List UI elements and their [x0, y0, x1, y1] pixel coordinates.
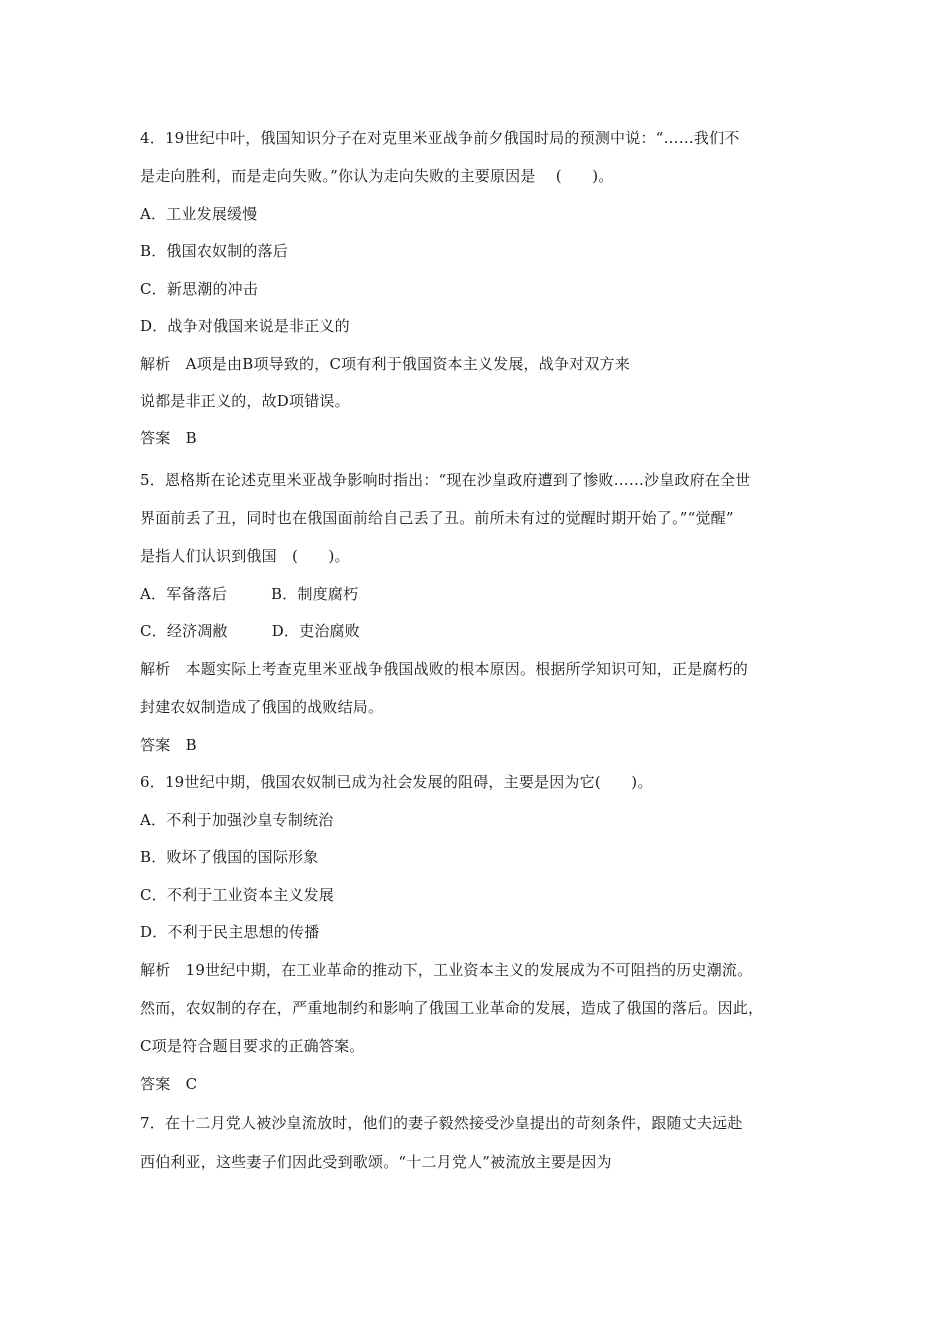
q5-option-a: A．军备落后 [140, 585, 228, 603]
q6-option-c: C．不利于工业资本主义发展 [140, 886, 335, 904]
q6-option-b: B．败坏了俄国的国际形象 [140, 848, 319, 866]
q6-analysis-line-1: 解析 19世纪中期，在工业革命的推动下，工业资本主义的发展成为不可阻挡的历史潮流。 [140, 961, 753, 979]
q7-stem-line-2: 西伯利亚，这些妻子们因此受到歌颂。“十二月党人”被流放主要是因为 [140, 1153, 612, 1171]
q4-stem-line-1: 4．19世纪中叶，俄国知识分子在对克里米亚战争前夕俄国时局的预测中说：“……我们不 [140, 129, 740, 147]
q5-option-d: D．吏治腐败 [271, 622, 360, 640]
q6-answer: 答案 C [140, 1075, 198, 1093]
q4-option-c: C．新思潮的冲击 [140, 280, 259, 298]
q6-analysis-line-3: C项是符合题目要求的正确答案。 [140, 1037, 365, 1055]
q4-option-b: B．俄国农奴制的落后 [140, 242, 289, 260]
q4-option-d: D．战争对俄国来说是非正义的 [140, 317, 350, 335]
q5-analysis-line-1: 解析 本题实际上考查克里米亚战争俄国战败的根本原因。根据所学知识可知，正是腐朽的 [140, 660, 749, 678]
q5-analysis-line-2: 封建农奴制造成了俄国的战败结局。 [140, 698, 384, 716]
q6-stem-line-1: 6．19世纪中期，俄国农奴制已成为社会发展的阻碍，主要是因为它( )。 [140, 773, 653, 791]
q6-analysis-line-2: 然而，农奴制的存在，严重地制约和影响了俄国工业革命的发展，造成了俄国的落后。因此， [140, 999, 764, 1017]
q4-analysis-line-2: 说都是非正义的，故D项错误。 [140, 392, 350, 410]
q5-option-row-2 [140, 621, 360, 641]
q5-stem-line-2: 界面前丢了丑，同时也在俄国面前给自己丢了丑。前所未有过的觉醒时期开始了。”“觉醒” [140, 509, 734, 527]
q6-option-a: A．不利于加强沙皇专制统治 [140, 811, 334, 829]
q4-option-a: A．工业发展缓慢 [140, 205, 258, 223]
q5-option-c: C．经济凋敝 [140, 622, 228, 640]
q4-answer: 答案 B [140, 429, 197, 447]
q4-stem-line-2: 是走向胜利，而是走向失败。”你认为走向失败的主要原因是 ( )。 [140, 167, 614, 185]
q5-option-b: B．制度腐朽 [271, 585, 359, 603]
q5-stem-line-1: 5．恩格斯在论述克里米亚战争影响时指出：“现在沙皇政府遭到了惨败……沙皇政府在全世 [140, 471, 751, 489]
q5-stem-line-3: 是指人们认识到俄国 ( )。 [140, 547, 350, 565]
q6-option-d: D．不利于民主思想的传播 [140, 923, 320, 941]
q7-stem-line-1: 7．在十二月党人被沙皇流放时，他们的妻子毅然接受沙皇提出的苛刻条件，跟随丈夫远赴 [140, 1114, 743, 1132]
q5-option-row-1 [140, 584, 358, 604]
q4-analysis-line-1: 解析 A项是由B项导致的，C项有利于俄国资本主义发展，战争对双方来 [140, 355, 630, 373]
q5-answer: 答案 B [140, 736, 197, 754]
